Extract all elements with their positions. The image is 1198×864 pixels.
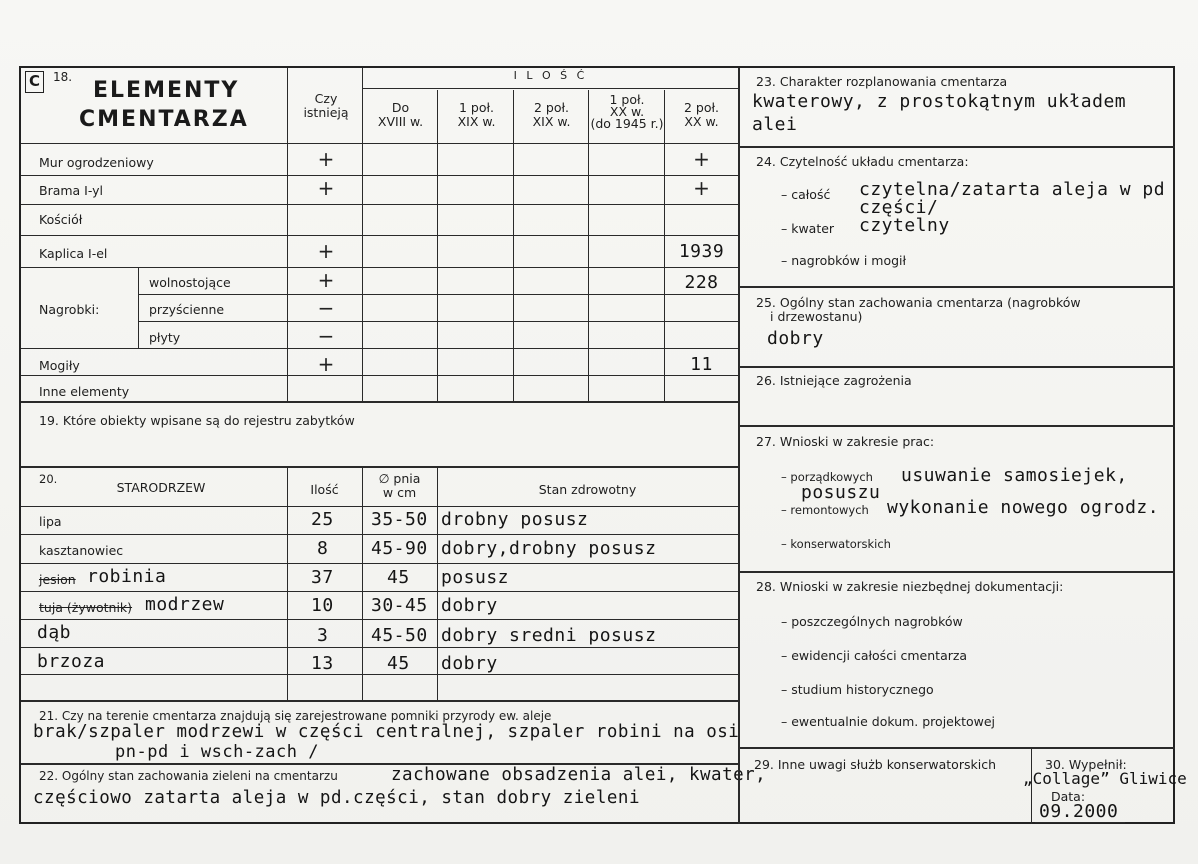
s18-period-4-l1: 1 poł. — [609, 92, 645, 107]
s18-period-2 — [439, 101, 514, 129]
tree-diameter: 45-50 — [371, 625, 428, 646]
s24-item-calosc-value1: czytelna/zatarta aleja w pd — [859, 179, 1166, 200]
main-divider — [738, 68, 740, 824]
s18-period-1 — [363, 101, 438, 129]
s18-period-5-l2: XX w. — [684, 114, 719, 129]
s18-row-mur-label: Mur ogrodzeniowy — [39, 155, 154, 170]
s18-period-4 — [589, 94, 665, 130]
tree-printed-name: kasztanowiec — [39, 543, 124, 558]
s18-hline-r3 — [21, 235, 738, 236]
s18-mogily-last: 11 — [690, 354, 713, 375]
s18-nagrobki-wolno-last: 228 — [684, 272, 719, 293]
tree-health: dobry sredni posusz — [441, 625, 657, 646]
s29-label: 29. Inne uwagi służb konserwatorskich — [754, 757, 996, 772]
s18-nagrobki-wolno-exists: + — [317, 268, 335, 292]
s18-col-exists — [289, 92, 363, 120]
tree-qty: 37 — [311, 567, 334, 588]
s18-hline-r6 — [138, 321, 738, 322]
s20-col-diam-line2: w cm — [382, 485, 417, 500]
s20-number: 20. — [39, 472, 58, 486]
s18-period-3-l2: XIX w. — [532, 114, 571, 129]
s24-item-kwater-label: – kwater — [781, 221, 835, 236]
s18-col-exists-line2: istnieją — [303, 105, 349, 120]
s18-hline-r8 — [21, 375, 738, 376]
s18-vline-3 — [437, 90, 438, 401]
s18-period-4-l2: XX w. — [609, 104, 645, 119]
s18-row-mur-exists: + — [317, 147, 335, 171]
s20-top-line — [21, 466, 738, 468]
tree-printed-name-struck: tuja (żywotnik) — [39, 600, 133, 615]
s27-top-line — [738, 425, 1175, 427]
s21-top-line — [21, 700, 738, 702]
s22-label: 22. Ogólny stan zachowania zieleni na cmentarzu — [39, 769, 338, 783]
s27-item-porz-value1: usuwanie samosiejek, — [901, 465, 1128, 486]
s30-label: 30. Wypełnił: — [1045, 757, 1127, 772]
s18-vline-nagrobki — [138, 267, 139, 348]
s25-label-line2: i drzewostanu) — [770, 309, 863, 324]
s25-label-line1: 25. Ogólny stan zachowania cmentarza (nagrobków — [756, 295, 1081, 310]
s18-period-5-l1: 2 poł. — [683, 100, 720, 115]
s18-row-kaplica-last: 1939 — [678, 241, 725, 262]
s19-top-line — [21, 401, 738, 403]
s20-tree-row-4 — [21, 592, 738, 620]
tree-diameter: 45 — [387, 567, 410, 588]
s18-ilosc-header: I L O Ś Ć — [513, 69, 588, 82]
s18-nagrobki-plyty-exists: − — [317, 324, 335, 348]
s20-col-health: Stan zdrowotny — [538, 482, 637, 497]
tree-health: dobry — [441, 595, 498, 616]
s18-nagrobki-przysc-exists: − — [317, 296, 335, 320]
s30-date-label: Data: — [1051, 789, 1086, 804]
s20-hline-4 — [21, 619, 738, 620]
s20-tree-row-2 — [21, 535, 738, 563]
s18-row-kaplica-exists: + — [317, 239, 335, 263]
s28-label: 28. Wnioski w zakresie niezbędnej dokumentacji: — [756, 579, 1064, 594]
tree-diameter: 45-90 — [371, 538, 428, 559]
s18-period-2-l1: 1 poł. — [458, 100, 495, 115]
tree-qty: 25 — [311, 509, 334, 530]
s28-item-2: – ewidencji całości cmentarza — [781, 648, 968, 663]
s18-title-line2: CMENTARZA — [79, 107, 249, 132]
s18-hline-header — [21, 143, 738, 144]
s18-col-exists-line1: Czy — [314, 91, 338, 106]
s28-item-1: – poszczególnych nagrobków — [781, 614, 963, 629]
s18-nagrobki-przysc-label: przyścienne — [149, 302, 225, 317]
s18-hline-r1 — [21, 175, 738, 176]
s27-item-porz-value2: posuszu — [801, 482, 881, 503]
s18-vline-4 — [513, 90, 514, 401]
s18-row-brama-last: + — [693, 176, 710, 200]
s20-tree-row-6 — [21, 648, 738, 676]
s18-hline-r2 — [21, 204, 738, 205]
s24-item-kwater-value: czytelny — [859, 215, 950, 236]
s18-row-brama-label: Brama I-yl — [39, 183, 104, 198]
s18-mogily-label: Mogiły — [39, 358, 80, 373]
s18-row-mur-last: + — [693, 147, 710, 171]
tree-handwritten-name: dąb — [37, 622, 72, 643]
s20-vline-1 — [287, 466, 288, 700]
s28-item-3: – studium historycznego — [781, 682, 934, 697]
tree-qty: 13 — [311, 653, 334, 674]
s20-hline-3 — [21, 591, 738, 592]
s20-vline-3 — [437, 466, 438, 700]
s28-top-line — [738, 571, 1175, 573]
tree-diameter: 35-50 — [371, 509, 428, 530]
s24-item-calosc-value2: części/ — [859, 197, 939, 218]
tree-health: dobry — [441, 653, 498, 674]
s29-top-line — [738, 747, 1175, 749]
s27-label: 27. Wnioski w zakresie prac: — [756, 434, 935, 449]
s20-col-diam-line1: ∅ pnia — [378, 471, 421, 486]
tree-diameter: 45 — [387, 653, 410, 674]
s20-col-diam — [362, 472, 437, 500]
s20-tree-row-3 — [21, 564, 738, 592]
s18-inne-label: Inne elementy — [39, 384, 130, 399]
tree-handwritten-name: modrzew — [145, 594, 225, 615]
s21-value-line2: pn-pd i wsch-zach / — [115, 742, 319, 762]
s26-label: 26. Istniejące zagrożenia — [756, 373, 912, 388]
tree-diameter: 30-45 — [371, 595, 428, 616]
tree-health: dobry,drobny posusz — [441, 538, 657, 559]
tree-printed-name-struck: jesion — [39, 572, 76, 587]
s30-date-underline — [1035, 822, 1125, 823]
tree-health: drobny posusz — [441, 509, 589, 530]
s18-hline-ilosc — [362, 88, 738, 89]
s19-label: 19. Które obiekty wpisane są do rejestru zabytków — [39, 413, 355, 428]
tree-qty: 3 — [317, 625, 329, 646]
s23-value-line1: kwaterowy, z prostokątnym układem — [752, 91, 1127, 112]
s20-hline-1 — [21, 534, 738, 535]
s20-tree-row-5 — [21, 620, 738, 648]
s18-number: 18. — [53, 70, 73, 84]
s23-value-line2: alei — [752, 114, 798, 135]
s18-nagrobki-plyty-label: płyty — [149, 330, 181, 345]
s30-value: „Collage” Gliwice — [1023, 769, 1187, 788]
s27-item-porz-label: – porządkowych — [781, 470, 873, 484]
s18-row-kosciol-label: Kościół — [39, 212, 83, 227]
s20-hline-2 — [21, 563, 738, 564]
s20-col-name: STARODRZEW — [116, 480, 206, 495]
tree-printed-name: lipa — [39, 514, 62, 529]
s18-hline-r7 — [21, 348, 738, 349]
tree-qty: 8 — [317, 538, 329, 559]
s24-label: 24. Czytelność układu cmentarza: — [756, 154, 969, 169]
s18-vline-5 — [588, 90, 589, 401]
s24-item-calosc-label: – całość — [781, 187, 831, 202]
section-letter: C — [28, 72, 40, 90]
s26-top-line — [738, 366, 1175, 368]
s20-col-qty: Ilość — [310, 482, 339, 497]
s18-nagrobki-wolno-label: wolnostojące — [149, 275, 231, 290]
s24-top-line — [738, 146, 1175, 148]
s20-tree-row-1 — [21, 506, 738, 534]
s18-period-3 — [514, 101, 589, 129]
s18-period-1-l2: XVIII w. — [377, 114, 424, 129]
s27-item-konserw-label: – konserwatorskich — [781, 537, 891, 551]
s21-label: 21. Czy na terenie cmentarza znajdują się zarejestrowane pomniki przyrody ew. aleje — [39, 709, 552, 723]
s18-hline-r4 — [21, 267, 738, 268]
tree-handwritten-name: brzoza — [37, 651, 106, 672]
s18-period-1-l1: Do — [391, 100, 410, 115]
s20-hline-5 — [21, 647, 738, 648]
s22-value-line1: zachowane obsadzenia alei, kwater, — [391, 765, 767, 785]
s24-item-nagrobki-label: – nagrobków i mogił — [781, 253, 907, 268]
s18-period-3-l1: 2 poł. — [533, 100, 570, 115]
s18-row-kaplica-label: Kaplica I-el — [39, 246, 108, 261]
tree-handwritten-name: robinia — [87, 566, 167, 587]
s18-period-4-l3: (do 1945 r.) — [590, 116, 664, 131]
s25-top-line — [738, 286, 1175, 288]
s18-title-line1: ELEMENTY — [93, 78, 240, 103]
s18-period-5 — [665, 101, 738, 129]
s21-value-line1: brak/szpaler modrzewi w części centralnej, szpaler robini na osi — [33, 722, 740, 742]
s27-item-remont-value: wykonanie nowego ogrodz. — [887, 497, 1160, 518]
s20-vline-2 — [362, 466, 363, 700]
s25-value: dobry — [767, 328, 824, 349]
tree-health: posusz — [441, 567, 510, 588]
s18-period-2-l2: XIX w. — [457, 114, 496, 129]
s18-row-brama-exists: + — [317, 176, 335, 200]
section-letter-box — [25, 71, 44, 93]
s20-hline-6 — [21, 674, 738, 675]
s22-value-line2: częściowo zatarta aleja w pd.części, stan dobry zieleni — [33, 788, 640, 808]
s18-nagrobki-label: Nagrobki: — [39, 302, 100, 317]
tree-qty: 10 — [311, 595, 334, 616]
s18-hline-r5 — [138, 294, 738, 295]
s23-label: 23. Charakter rozplanowania cmentarza — [756, 74, 1008, 89]
s27-item-remont-label: – remontowych — [781, 503, 869, 517]
s18-mogily-exists: + — [317, 352, 335, 376]
s18-vline-6 — [664, 90, 665, 401]
form-frame — [19, 66, 1187, 824]
s28-item-4: – ewentualnie dokum. projektowej — [781, 714, 996, 729]
s20-hline-h — [21, 506, 738, 507]
s30-date-value: 09.2000 — [1039, 801, 1119, 822]
